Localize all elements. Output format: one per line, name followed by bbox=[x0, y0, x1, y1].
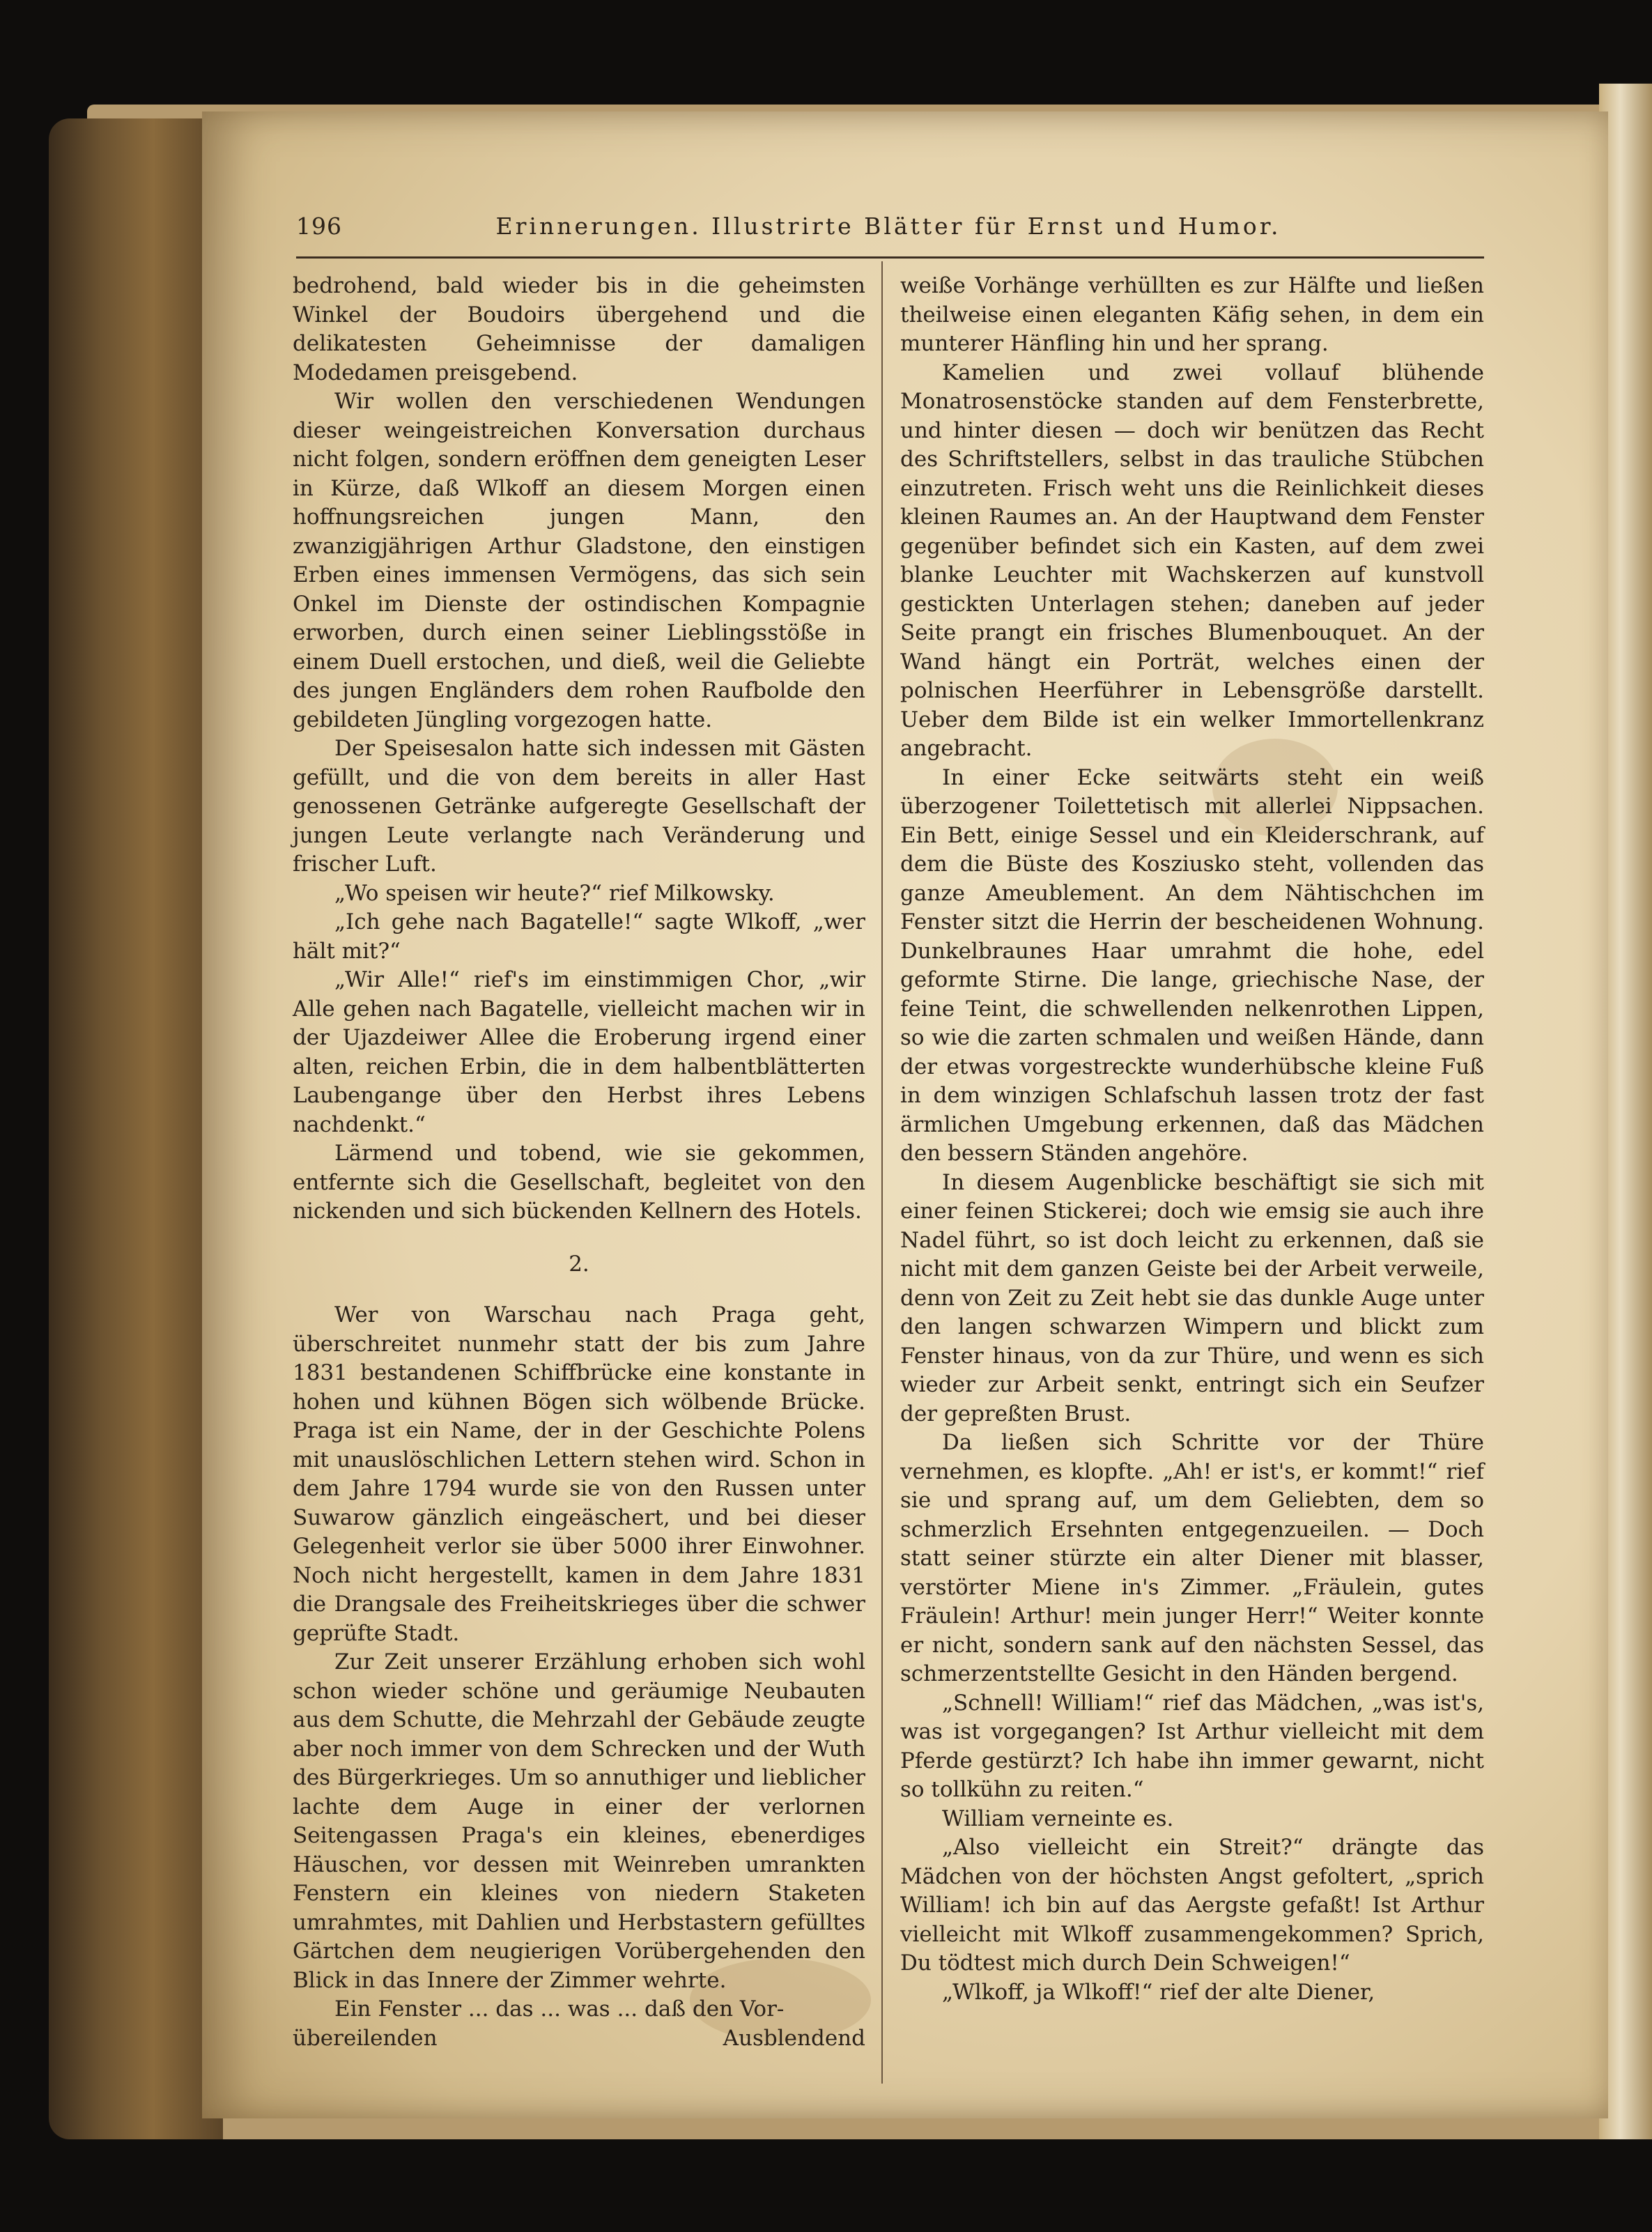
paragraph: „Also vielleicht ein Streit?“ drängte das Mädchen von der höchsten Angst gefoltert, „sprich William! ich bin auf das Aergste gefaßt! Ist Arthur vielleicht mit Wlkoff zusammengekommen? Sprich, Du tödtest mich durch Dein Schweigen!“ bbox=[900, 1835, 1484, 1976]
section-number: 2. bbox=[569, 1251, 589, 1277]
header-rule bbox=[296, 256, 1484, 259]
book-spine-edge bbox=[49, 118, 223, 2139]
running-title: Erinnerungen. Illustrirte Blätter für Ernst und Humor. bbox=[495, 213, 1281, 240]
right-column bbox=[900, 272, 1484, 2007]
left-column bbox=[293, 272, 865, 2053]
paragraph: Wir wollen den verschiedenen Wendungen dieser weingeistreichen Konversation durchaus nicht folgen, sondern eröffnen dem geneigten Leser in Kürze, daß Wlkoff an diesem Morgen einen hoffnungsreichen jungen Mann, den zwanzigjährigen Arthur Gladstone, den einstigen Erben eines immensen Vermögens, das sich sein Onkel im Dienste der ostindischen Kompagnie erworben, durch einen seiner Lieblingsstöße in einem Duell erstochen, und dieß, weil die Geliebte des jungen Engländers dem rohen Raufbolde den gebildeten Jüngling vorgezogen hatte. bbox=[293, 389, 865, 732]
paragraph: Lärmend und tobend, wie sie gekommen, entfernte sich die Gesellschaft, begleitet von den nickenden und sich bückenden Kellnern des Hotels. bbox=[293, 1141, 865, 1224]
paragraph: Da ließen sich Schritte vor der Thüre vernehmen, es klopfte. „Ah! er ist's, er kommt!“ rief sie und sprang auf, um dem Geliebten, dem so schmerzlich Ersehnten entgegenzueilen. — Doch statt seiner stürzte ein alter Diener mit blasser, verstörter Miene in's Zimmer. „Fräulein, gutes Fräulein! Arthur! mein junger Herr!“ Weiter konnte er nicht, sondern sank auf den nächsten Sessel, das schmerzentstellte Gesicht in den Händen bergend. bbox=[900, 1430, 1484, 1686]
paragraph: Kamelien und zwei vollauf blühende Monatrosenstöcke standen auf dem Fensterbrette, und hinter diesen — doch wir benützen das Recht des Schriftstellers, selbst in das trauliche Stübchen einzutreten. Frisch weht uns die Reinlichkeit dieses kleinen Raumes an. An der Hauptwand dem Fenster gegenüber befindet sich ein Kasten, auf dem zwei blanke Leuchter mit Wachskerzen auf kunstvoll gestickten Unterlagen stehen; daneben auf jeder Seite prangt ein frisches Blumenbouquet. An der Wand hängt ein Porträt, welches einen der polnischen Heerführer in Lebensgröße darstellt. Ueber dem Bilde ist ein welker Immortellenkranz angebracht. bbox=[900, 360, 1484, 761]
paragraph: Wer von Warschau nach Praga geht, überschreitet nunmehr statt der bis zum Jahre 1831 bestandenen Schiffbrücke eine konstante in hohen und kühnen Bögen sich wölbende Brücke. Praga ist ein Name, der in der Geschichte Polens mit unauslöschlichen Lettern stehen wird. Schon in dem Jahre 1794 wurde sie von den Russen unter Suwarow gänzlich eingeäschert, und bei dieser Gelegenheit verlor sie über 5000 ihrer Einwohner. Noch nicht hergestellt, kamen in dem Jahre 1831 die Drangsale des Freiheitskrieges über die schwer geprüfte Stadt. bbox=[293, 1302, 865, 1646]
tail-text-left: übereilenden bbox=[293, 2025, 438, 2051]
paragraph: In diesem Augenblicke beschäftigt sie sich mit einer feinen Stickerei; doch wie emsig sie auch ihre Nadel führt, so ist doch leicht zu erkennen, daß sie nicht mit dem ganzen Geiste bei der Arbeit verweile, denn von Zeit zu Zeit hebt sie das dunkle Auge unter den langen schwarzen Wimpern und blickt zum Fenster hinaus, von da zur Thüre, und wenn es sich wieder zur Arbeit senkt, entringt sich ein Seufzer der gepreßten Brust. bbox=[900, 1169, 1484, 1426]
paragraph: Zur Zeit unserer Erzählung erhoben sich wohl schon wieder schöne und geräumige Neubauten aus dem Schutte, die Mehrzahl der Gebäude zeugte aber noch immer von dem Schrecken und der Wuth des Bürgerkrieges. Um so annuthiger und lieblicher lachte dem Auge in einer der verlornen Seitengassen Praga's ein kleines, ebenerdiges Häuschen, vor dessen mit Weinreben umrankten Fenstern ein kleines von niedern Staketen umrahmtes, mit Dahlien und Herbstastern gefülltes Gärtchen dem neugierigen Vorübergehenden den Blick in das Innere der Zimmer wehrte. bbox=[293, 1649, 865, 1993]
book-page bbox=[202, 111, 1608, 2118]
column-divider bbox=[881, 261, 883, 2084]
column-tail bbox=[293, 2024, 865, 2054]
paragraph: „Schnell! William!“ rief das Mädchen, „was ist's, was ist vorgegangen? Ist Arthur vielleicht mit dem Pferde gestürzt? Ich habe ihn immer gewarnt, nicht so tollkühn zu reiten.“ bbox=[900, 1690, 1484, 1802]
paragraph: „Wlkoff, ja Wlkoff!“ rief der alte Diener, bbox=[942, 1979, 1375, 2005]
paragraph: In einer Ecke seitwärts steht ein weiß überzogener Toilettetisch mit allerlei Nippsachen. Ein Bett, einige Sessel und ein Kleiderschrank, auf dem die Büste des Kosziusko steht, vollenden das ganze Ameublement. An dem Nähtischchen im Fenster sitzt die Herrin der bescheidenen Wohnung. Dunkelbraunes Haar umrahmt die hohe, edel geformte Stirne. Die lange, griechische Nase, der feine Teint, die schwellenden nelkenrothen Lippen, so wie die zarten schmalen und weißen Hände, dann der etwas vorgestreckte wunderhübsche kleine Fuß in dem winzigen Schlafschuh lassen trotz der fast ärmlichen Umgebung erkennen, daß das Mädchen den bessern Ständen angehöre. bbox=[900, 764, 1484, 1166]
page-number: 196 bbox=[296, 213, 342, 240]
paragraph: William verneinte es. bbox=[942, 1806, 1174, 1831]
paragraph: weiße Vorhänge verhüllten es zur Hälfte und ließen theilweise einen eleganten Käfig sehen, in dem ein munterer Hänfling hin und her sprang. bbox=[900, 273, 1484, 356]
paragraph: Ein Fenster ... das ... was ... daß den Vor- bbox=[334, 1996, 785, 2022]
tail-text-right: Ausblendend bbox=[723, 2025, 865, 2051]
page-header bbox=[296, 206, 1481, 254]
paragraph: Der Speisesalon hatte sich indessen mit Gästen gefüllt, und die von dem bereits in aller Hast genossenen Getränke aufgeregte Gesellschaft der jungen Leute verlangte nach Veränderung und frischer Luft. bbox=[293, 736, 865, 877]
paragraph: bedrohend, bald wieder bis in die geheimsten Winkel der Boudoirs übergehend und die delikatesten Geheimnisse der damaligen Modedamen preisgebend. bbox=[293, 273, 865, 385]
paragraph: „Wir Alle!“ rief's im einstimmigen Chor, „wir Alle gehen nach Bagatelle, vielleicht machen wir in der Ujazdeiwer Allee die Eroberung irgend einer alten, reichen Erbin, die in dem halbentblätterten Laubengange über den Herbst ihres Lebens nachdenkt.“ bbox=[293, 967, 865, 1137]
paragraph: „Ich gehe nach Bagatelle!“ sagte Wlkoff, „wer hält mit?“ bbox=[293, 909, 865, 964]
paragraph: „Wo speisen wir heute?“ rief Milkowsky. bbox=[334, 880, 775, 906]
